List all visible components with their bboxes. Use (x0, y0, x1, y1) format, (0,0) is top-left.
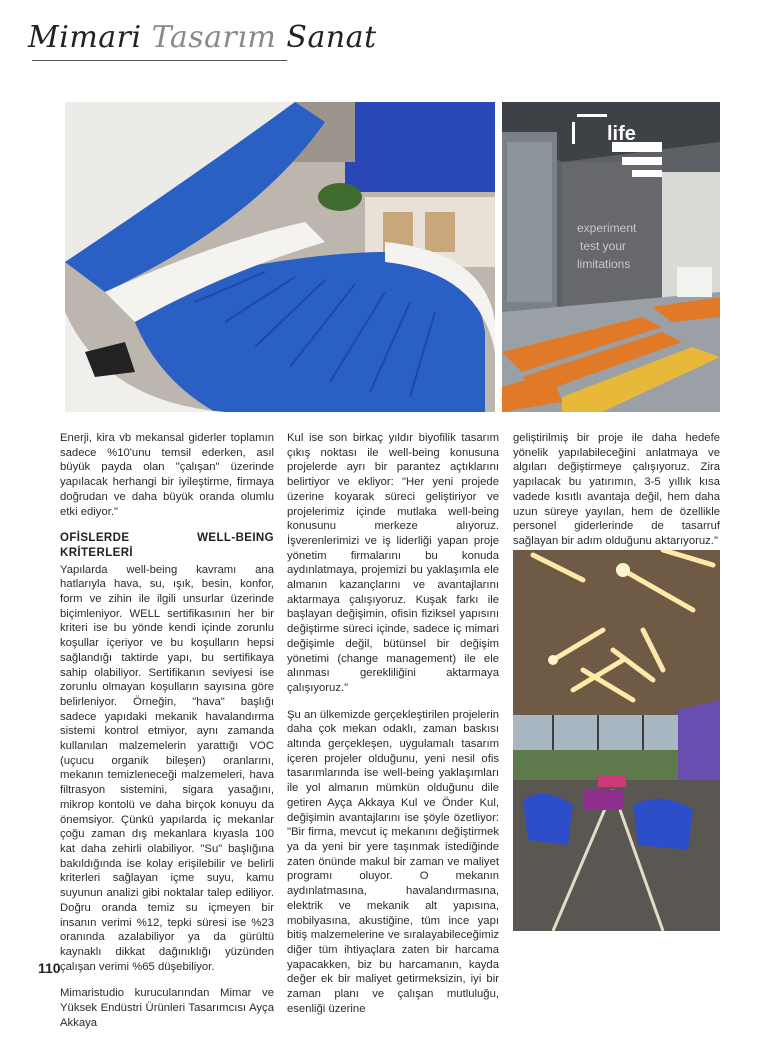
brand-word-3: Sanat (286, 20, 377, 55)
lounge-illustration (513, 550, 720, 931)
magazine-brand (28, 20, 377, 55)
article-column-3 (513, 431, 720, 561)
body-paragraph: Şu an ülkemizde gerçekleştirilen projelerin daha çok mekan odaklı, zaman baskısı altında gerçekleşen, uygulamalı tasarım içeren projeler olduğunu, yeni nesil ofis tasarımlarında ise well-being yaklaşımları ile yol almanın mümkün olduğunu dile getiren Ayça Akkaya Kul ve Önder Kul, değişimin avantajlarını ise şöyle özetliyor: "Bir firma, mevcut iç mekanını değiştirmek ya da yeni bir yere taşınmak istediğinde zaten önünde makul bir zaman ve maliyet programı oluyor. O mekanın aydınlatmasına, havalandırmasına, elektrik ve mekanik alt yapısına, mobilyasına, akustiğine, tüm ince yapı bitiş malzemelerine ve sıralayabileceğimiz diğer tüm ihtiyaçlara zaten bir harcama yapacakken, biz bu harcamanın, kayda değer ek bir maliyet getirmeksizin, iyi bir zaman planı ve çalışan mutluluğu, esenliği üzerine (287, 708, 499, 1015)
body-paragraph: Mimaristudio kurucularından Mimar ve Yüksek Endüstri Ürünleri Tasarımcısı Ayça Akkaya (60, 987, 274, 1029)
wall-text-test-your: test your (580, 239, 627, 253)
stairs-photo (65, 102, 495, 412)
wall-text-experiment: experiment (577, 221, 637, 235)
corridor-illustration (502, 102, 720, 412)
lounge-photo (513, 550, 720, 931)
page-number: 110 (38, 960, 61, 976)
stairs-illustration (65, 102, 495, 412)
article-column-1 (60, 431, 274, 1042)
brand-word-1: Mimari (28, 20, 142, 55)
body-paragraph: Yapılarda well-being kavramı ana hatlarıyla hava, su, ışık, besin, konfor, form ve zihin ile ilgili unsurlar üzerinde biçimleniyor. WELL sertifikasının her bir kriteri ise bu yönde kendi içinde zorunlu koşullar içeriyor ve bu koşulların hepsi sağlandığı taktirde yapı, bu sertifikaya sahip olabiliyor. Sertifikanın seviyesi ise zorunlu olmayan koşulların sayısına göre belirleniyor. Örneğin, "hava" başlığı sadece yapıdaki mekanik havalandırma sistemi kontrol etmiyor, aynı zamanda kullanılan malzemelerin yarattığı VOC (uçucu organik bileşen) oranlarını, mekanın temizleneceği malzemeleri, hava filtrasyon sistemini, sigara yasağını, mikrop kontolü ve daha birçok konuyu da önemsiyor. Çünkü yapılarda iç mekanlar çoğu zaman dış mekanlara kıyasla 100 kat daha zehirli olabiliyor. "Su" başlığına bakıldığında ise kolay erişilebilir ve belirli kriterleri sağlayan içme suyu, kamu suyunun analizi gibi noktalar talep ediliyor. Doğru oranda temiz su içmeyen bir insanın verimi %12, tepki süresi ise %23 oranında azalabiliyor ya da gürültü kaynaklı dikkat dağınıklığı yüzünden çalışan verimi %65 düşebiliyor. (60, 563, 274, 973)
body-paragraph: geliştirilmiş bir proje ile daha hedefe yönelik yapılabileceğini anlatmaya ve algıları değiştirmeye çalışıyoruz. Zira yapılacak bu yatırımın, 3-5 yıllık kısa vadede kısıtlı avantaja değil, hem daha uzun süreye yayılan, hem de özellikle personel giderlerinde de tasarruf sağlayan bir adım olduğunu aktarıyoruz." (513, 432, 720, 547)
wall-text-life: life (607, 123, 636, 145)
brand-underline (32, 60, 287, 61)
section-heading: OFİSLERDE WELL-BEING KRİTERLERİ (60, 532, 274, 559)
body-paragraph: Kul ise son birkaç yıldır biyofilik tasarım çıkış noktası ile well-being konusuna projelerde ayrı bir parantez açtıklarını belirtiyor ve ekliyor: "Her yeni projede üzerine koyarak süreci geliştiriyor ve projelerimiz içinde mutlaka well-being konusunu merkeze alıyoruz. İşverenlerimizi ve iş liderliği yapan proje yönetim firmalarını bu konuda aydınlatmaya, projemizi bu yaklaşımla ele almanın kazançlarını ve avantajlarını aktarmaya çalışıyoruz. Kuşak farkı ile başlayan değişimin, ofisin fiziksel yapısını değiştirme süreci içinde, sadece iç mimari değişimle değil, bütünsel bir değişim yönetimi (change management) ile ele alınması gerekliliğini aktarmaya çalışıyoruz." (287, 432, 499, 694)
corridor-photo (502, 102, 720, 412)
article-column-2 (287, 431, 499, 1028)
brand-word-2: Tasarım (151, 20, 277, 55)
intro-paragraph: Enerji, kira vb mekansal giderler toplamın sadece %10'unu temsil ederken, asıl büyük payda olan "çalışan" üzerinde yapılacak herhangi bir iyileştirme, firmaya doğrudan ve daha büyük oranda olumlu etki ediyor." (60, 432, 274, 518)
wall-text-limitations: limitations (577, 257, 631, 271)
